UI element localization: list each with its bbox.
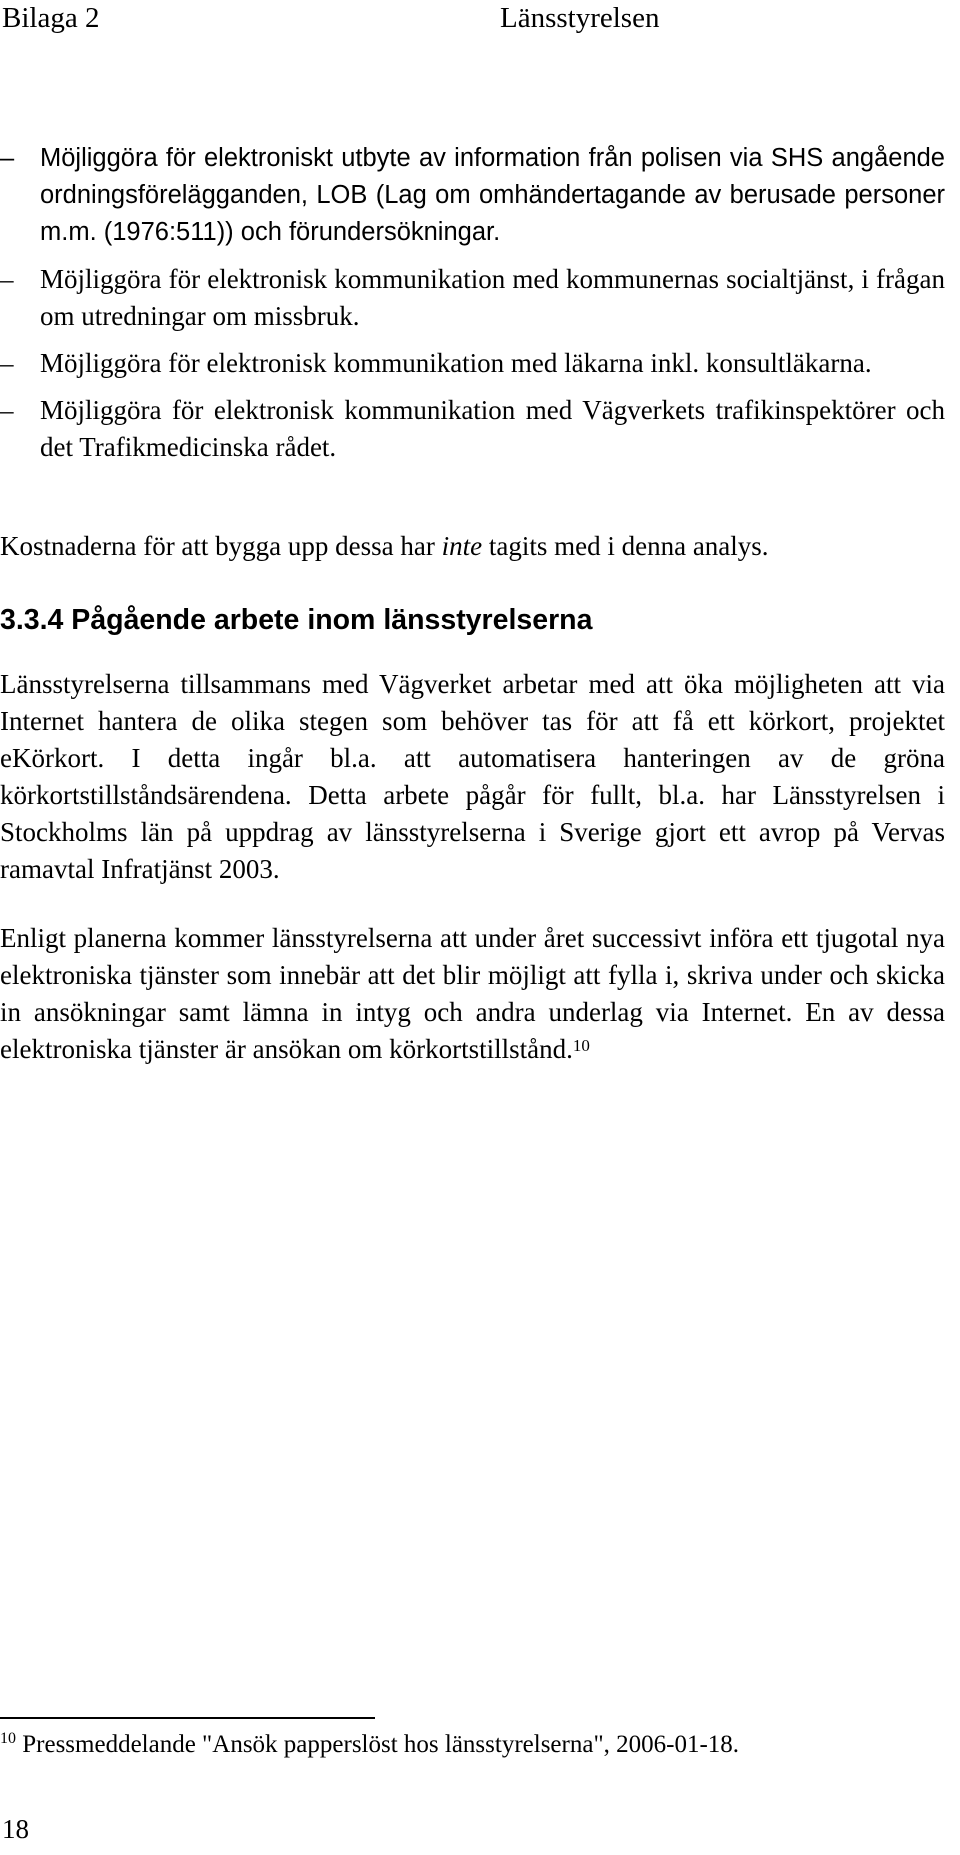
footnote-separator — [0, 1717, 375, 1719]
footnote — [0, 1728, 739, 1762]
costs-note — [0, 528, 945, 565]
bullet-list — [0, 140, 945, 476]
costs-text-after: tagits med i denna analys. — [482, 531, 769, 561]
list-item-text: Möjliggöra för elektroniskt utbyte av information från polisen via SHS angående ordningsförelägganden, LOB (Lag om omhändertagande av berusade personer m.m. (1976:511)) och förundersökningar. — [40, 144, 945, 246]
dash-marker: – — [0, 264, 14, 294]
footnote-reference[interactable]: 10 — [572, 1036, 590, 1055]
list-item — [0, 345, 945, 382]
body-paragraph: Länsstyrelserna tillsammans med Vägverket arbetar med att öka möjligheten att via Internet hantera de olika stegen som behöver tas för att få ett körkort, projektet eKörkort. I detta ingår bl.a. att automatisera hanteringen av de gröna körkortstillståndsärendena. Detta arbete pågår för fullt, bl.a. har Länsstyrelsen i Stockholms län på uppdrag av länsstyrelserna i Sverige gjort ett avrop på Vervas ramavtal Infratjänst 2003. — [0, 669, 945, 884]
header-authority-name: Länsstyrelsen — [500, 2, 660, 34]
body-paragraph-text: Enligt planerna kommer länsstyrelserna att under året successivt införa ett tjugotal nya elektroniska tjänster som innebär att det blir möjligt att fylla i, skriva under och skicka in ansökningar samt lämna in intyg och andra underlag via Internet. En av dessa elektroniska tjänster är ansökan om körkortstillstånd. — [0, 923, 945, 1064]
list-item — [0, 392, 945, 466]
footnote-text: Pressmeddelande "Ansök papperslöst hos länsstyrelserna", 2006-01-18. — [22, 1731, 740, 1758]
dash-marker: – — [0, 144, 15, 172]
list-item-text: Möjliggöra för elektronisk kommunikation med läkarna inkl. konsultläkarna. — [40, 348, 872, 378]
costs-text-before: Kostnaderna för att bygga upp dessa har — [0, 531, 442, 561]
dash-marker: – — [0, 395, 14, 425]
costs-emphasis: inte — [441, 531, 483, 561]
footnote-number: 10 — [0, 1730, 16, 1747]
body-paragraph — [0, 920, 945, 1068]
header-appendix-label: Bilaga 2 — [2, 2, 100, 34]
list-item — [0, 261, 945, 335]
page-number: 18 — [2, 1814, 29, 1844]
dash-marker: – — [0, 348, 14, 378]
list-item-text: Möjliggöra för elektronisk kommunikation med kommunernas socialtjänst, i frågan om utredningar om missbruk. — [40, 264, 945, 331]
section-heading: 3.3.4 Pågående arbete inom länsstyrelserna — [0, 604, 593, 636]
list-item-text: Möjliggöra för elektronisk kommunikation med Vägverkets trafikinspektörer och det Trafikmedicinska rådet. — [40, 395, 945, 462]
list-item — [0, 140, 945, 251]
